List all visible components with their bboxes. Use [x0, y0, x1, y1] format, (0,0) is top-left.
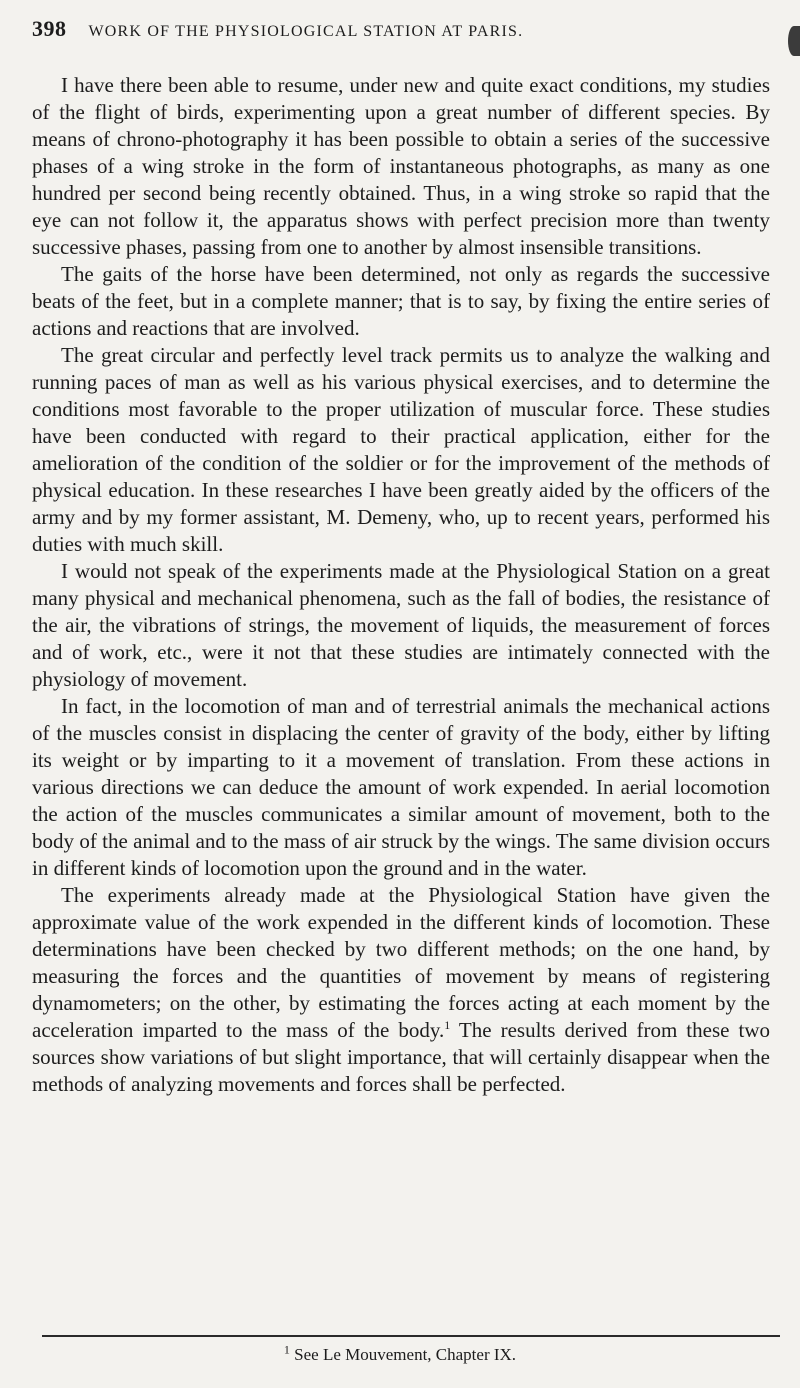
paragraph-2: The gaits of the horse have been determined, not only as regards the successive beats of the feet, but in a complete manner; that is to say, by fixing the entire series of actions and reactions that are involved.	[32, 262, 770, 340]
page-header	[32, 16, 770, 52]
paragraph-5: In fact, in the locomotion of man and of terrestrial animals the mechanical actions of the muscles consist in displacing the center of gravity of the body, either by lifting its weight or by imparting to it a movement of translation. From these actions in various directions we can deduce the amount of work expended. In aerial locomotion the action of the muscles communicates a similar amount of movement, both to the body of the animal and to the mass of air struck by the wings. The same division occurs in different kinds of locomotion upon the ground and in the water.	[32, 694, 770, 880]
footnote-text: See Le Mouvement, Chapter IX.	[289, 1345, 517, 1364]
footnote	[0, 1342, 800, 1365]
body-text	[32, 72, 770, 1098]
paragraph-6-continuation: The results derived from these two sources show variations of but slight importance, that will certainly disappear when the methods of analyzing movements and forces shall be perfected.	[32, 1018, 770, 1096]
paragraph-6	[32, 882, 770, 1098]
page-number: 398	[32, 16, 67, 41]
page-edge-mark	[788, 26, 800, 56]
running-title: WORK OF THE PHYSIOLOGICAL STATION AT PARIS.	[88, 23, 524, 40]
footnote-mark: 1	[283, 1342, 290, 1357]
paragraph-4: I would not speak of the experiments made at the Physiological Station on a great many physical and mechanical phenomena, such as the fall of bodies, the resistance of the air, the vibrations of strings, the movement of liquids, the measurement of forces and of work, etc., were it not that these studies are intimately connected with the physiology of movement.	[32, 559, 770, 691]
paragraph-1: I have there been able to resume, under new and quite exact conditions, my studies of the flight of birds, experimenting upon a great number of different species. By means of chrono-photography it has been possible to obtain a series of the successive phases of a wing stroke in the form of instantaneous photographs, as many as one hundred per second being recently obtained. Thus, in a wing stroke so rapid that the eye can not follow it, the apparatus shows with perfect precision more than twenty successive phases, passing from one to another by almost insensible transitions.	[32, 73, 770, 259]
footnote-reference: 1	[444, 1018, 451, 1032]
paragraph-3: The great circular and perfectly level track permits us to analyze the walking and running paces of man as well as his various physical exercises, and to determine the conditions most favorable to the proper utilization of muscular force. These studies have been conducted with regard to their practical application, either for the amelioration of the condition of the soldier or for the improvement of the methods of physical education. In these researches I have been greatly aided by the officers of the army and by my former assistant, M. Demeny, who, up to recent years, performed his duties with much skill.	[32, 343, 770, 556]
footnote-divider	[42, 1335, 780, 1337]
paragraph-6-text: The experiments already made at the Physiological Station have given the approximate value of the work expended in the different kinds of locomotion. These determinations have been checked by two different methods; on the one hand, by measuring the forces and the quantities of movement by means of registering dynamometers; on the other, by estimating the forces acting at each moment by the acceleration imparted to the mass of the body.	[32, 883, 770, 1042]
